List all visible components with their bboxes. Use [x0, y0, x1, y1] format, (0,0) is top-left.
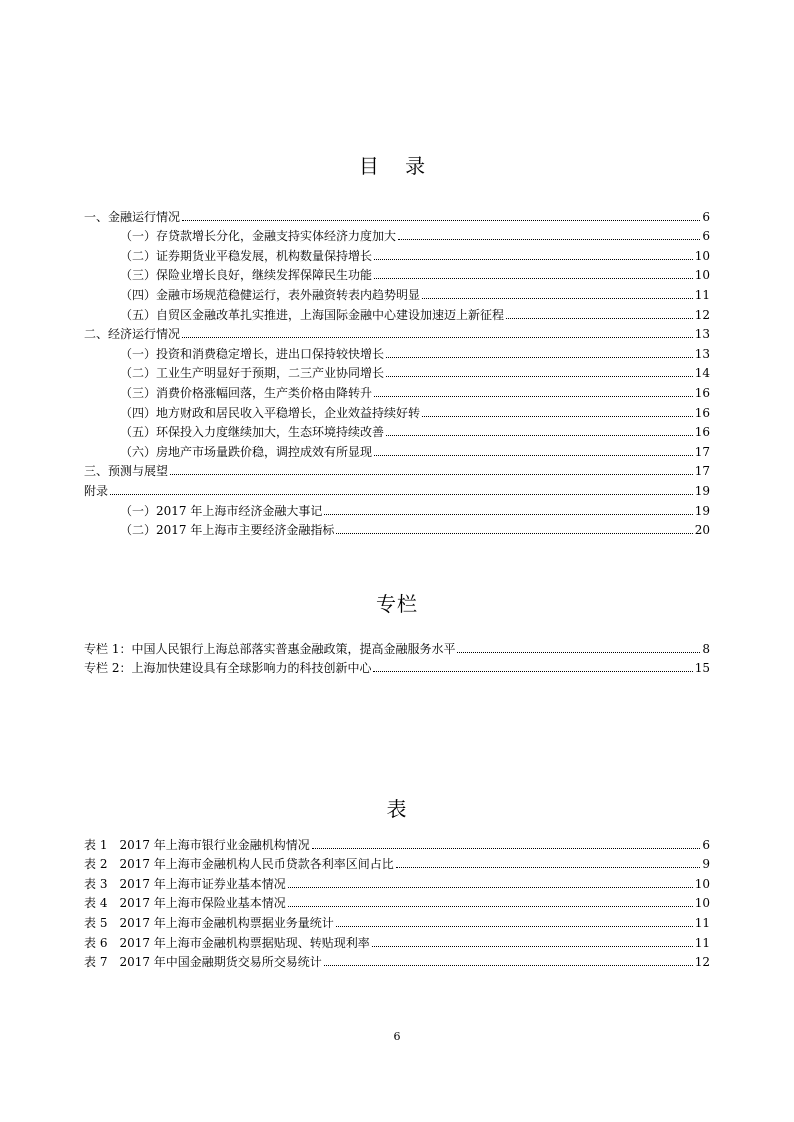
toc-entry[interactable] — [84, 380, 710, 400]
dot-leader — [386, 362, 693, 377]
toc-entry-page: 17 — [694, 464, 710, 479]
table-entry-title: 表 1 2017 年上海市银行业金融机构情况 — [84, 837, 310, 852]
dot-leader — [374, 441, 693, 456]
table-entry-page: 12 — [694, 955, 710, 970]
dot-leader — [312, 834, 701, 849]
toc-entry[interactable] — [84, 420, 710, 440]
toc-entry-title: （五）自贸区金融改革扎实推进，上海国际金融中心建设加速迈上新征程 — [120, 307, 505, 322]
dot-leader — [457, 638, 700, 653]
toc-entry[interactable] — [84, 498, 710, 518]
toc-entry-title: （四）金融市场规范稳健运行，表外融资转表内趋势明显 — [120, 287, 421, 302]
toc-entry-title: 二、经济运行情况 — [84, 327, 181, 342]
table-entry-page: 11 — [694, 915, 710, 930]
dot-leader — [374, 382, 693, 397]
dot-leader — [324, 500, 692, 515]
table-entry[interactable] — [84, 891, 710, 911]
table-entry[interactable] — [84, 930, 710, 950]
dot-leader — [324, 951, 693, 966]
toc-entry-page: 17 — [694, 444, 710, 459]
toc-entry-page: 19 — [694, 483, 710, 498]
table-entry[interactable] — [84, 832, 710, 852]
toc-entry[interactable] — [84, 224, 710, 244]
toc-entry-title: （一）2017 年上海市经济金融大事记 — [120, 503, 323, 518]
toc-entry[interactable] — [84, 400, 710, 420]
toc-entry[interactable] — [84, 459, 710, 479]
toc-entry-page: 10 — [694, 268, 710, 283]
toc-entry-title: 附录 — [84, 483, 109, 498]
toc-entry-title: （一）存贷款增长分化，金融支持实体经济力度加大 — [120, 229, 397, 244]
page-number: 6 — [393, 1030, 401, 1043]
dot-leader — [374, 245, 693, 260]
dot-leader — [182, 323, 693, 338]
column-entry-title: 专栏 1：中国人民银行上海总部落实普惠金融政策，提高金融服务水平 — [84, 641, 456, 656]
toc-entry[interactable] — [84, 478, 710, 498]
dot-leader — [336, 519, 692, 534]
table-entry-page: 9 — [702, 857, 710, 872]
dot-leader — [422, 284, 693, 299]
dot-leader — [506, 304, 693, 319]
toc-entry-page: 19 — [694, 503, 710, 518]
toc-entry-title: （三）保险业增长良好，继续发挥保障民生功能 — [120, 268, 373, 283]
table-entry-page: 10 — [694, 896, 710, 911]
column-entry[interactable] — [84, 636, 710, 656]
table-entry-title: 表 6 2017 年上海市金融机构票据贴现、转贴现利率 — [84, 935, 370, 950]
table-entry-page: 6 — [702, 837, 710, 852]
dot-leader — [170, 460, 693, 475]
dot-leader — [372, 932, 693, 947]
table-entry-title: 表 3 2017 年上海市证券业基本情况 — [84, 876, 286, 891]
toc-entry[interactable] — [84, 243, 710, 263]
toc-entry-title: （五）环保投入力度继续加大，生态环境持续改善 — [120, 425, 385, 440]
dot-leader — [110, 480, 693, 495]
toc-entry[interactable] — [84, 263, 710, 283]
toc-entry-page: 10 — [694, 248, 710, 263]
toc-entry[interactable] — [84, 341, 710, 361]
dot-leader — [288, 873, 693, 888]
tables-list — [84, 832, 710, 969]
table-entry[interactable] — [84, 852, 710, 872]
toc-entry-title: 一、金融运行情况 — [84, 209, 181, 224]
dot-leader — [336, 912, 693, 927]
dot-leader — [373, 657, 692, 672]
columns-heading: 专栏 — [376, 592, 418, 616]
toc-entry[interactable] — [84, 302, 710, 322]
toc-entry-title: （二）2017 年上海市主要经济金融指标 — [120, 523, 335, 538]
toc-entry[interactable] — [84, 204, 710, 224]
toc-entry-title: （二）工业生产明显好于预期，二三产业协同增长 — [120, 366, 385, 381]
column-entry-page: 8 — [702, 641, 710, 656]
toc-entry-page: 13 — [694, 346, 710, 361]
toc-entry[interactable] — [84, 322, 710, 342]
toc-entry[interactable] — [84, 439, 710, 459]
columns-list — [84, 636, 710, 675]
toc-entry-page: 20 — [694, 523, 710, 538]
column-entry-title: 专栏 2：上海加快建设具有全球影响力的科技创新中心 — [84, 661, 372, 676]
dot-leader — [398, 225, 700, 240]
toc-heading: 目 录 — [358, 154, 436, 178]
toc-entry-title: （二）证券期货业平稳发展，机构数量保持增长 — [120, 248, 373, 263]
toc-entry-title: （一）投资和消费稳定增长，进出口保持较快增长 — [120, 346, 385, 361]
toc-entry[interactable] — [84, 282, 710, 302]
table-entry-title: 表 5 2017 年上海市金融机构票据业务量统计 — [84, 915, 334, 930]
toc-entry-title: （三）消费价格涨幅回落，生产类价格由降转升 — [120, 385, 373, 400]
toc-entry-page: 12 — [694, 307, 710, 322]
column-entry[interactable] — [84, 656, 710, 676]
toc-entry-page: 16 — [694, 405, 710, 420]
toc-entry[interactable] — [84, 361, 710, 381]
toc-entry-page: 11 — [694, 287, 710, 302]
dot-leader — [182, 206, 700, 221]
dot-leader — [374, 264, 693, 279]
tables-heading: 表 — [386, 797, 408, 821]
toc-entry-page: 14 — [694, 366, 710, 381]
toc-list — [84, 204, 710, 537]
dot-leader — [396, 853, 701, 868]
table-entry-page: 10 — [694, 876, 710, 891]
toc-entry-page: 16 — [694, 425, 710, 440]
toc-entry-page: 16 — [694, 385, 710, 400]
dot-leader — [288, 892, 693, 907]
dot-leader — [386, 343, 693, 358]
table-entry-title: 表 2 2017 年上海市金融机构人民币贷款各利率区间占比 — [84, 857, 394, 872]
toc-entry[interactable] — [84, 518, 710, 538]
column-entry-page: 15 — [694, 661, 710, 676]
toc-entry-title: 三、预测与展望 — [84, 464, 169, 479]
toc-entry-title: （四）地方财政和居民收入平稳增长，企业效益持续好转 — [120, 405, 421, 420]
toc-entry-title: （六）房地产市场量跌价稳，调控成效有所显现 — [120, 444, 373, 459]
table-entry[interactable] — [84, 871, 710, 891]
table-entry[interactable] — [84, 910, 710, 930]
toc-entry-page: 6 — [702, 209, 710, 224]
toc-entry-page: 6 — [702, 229, 710, 244]
dot-leader — [386, 421, 693, 436]
table-entry-title: 表 4 2017 年上海市保险业基本情况 — [84, 896, 286, 911]
dot-leader — [422, 402, 693, 417]
table-entry-page: 11 — [694, 935, 710, 950]
toc-entry-page: 13 — [694, 327, 710, 342]
table-entry[interactable] — [84, 950, 710, 970]
table-entry-title: 表 7 2017 年中国金融期货交易所交易统计 — [84, 955, 322, 970]
